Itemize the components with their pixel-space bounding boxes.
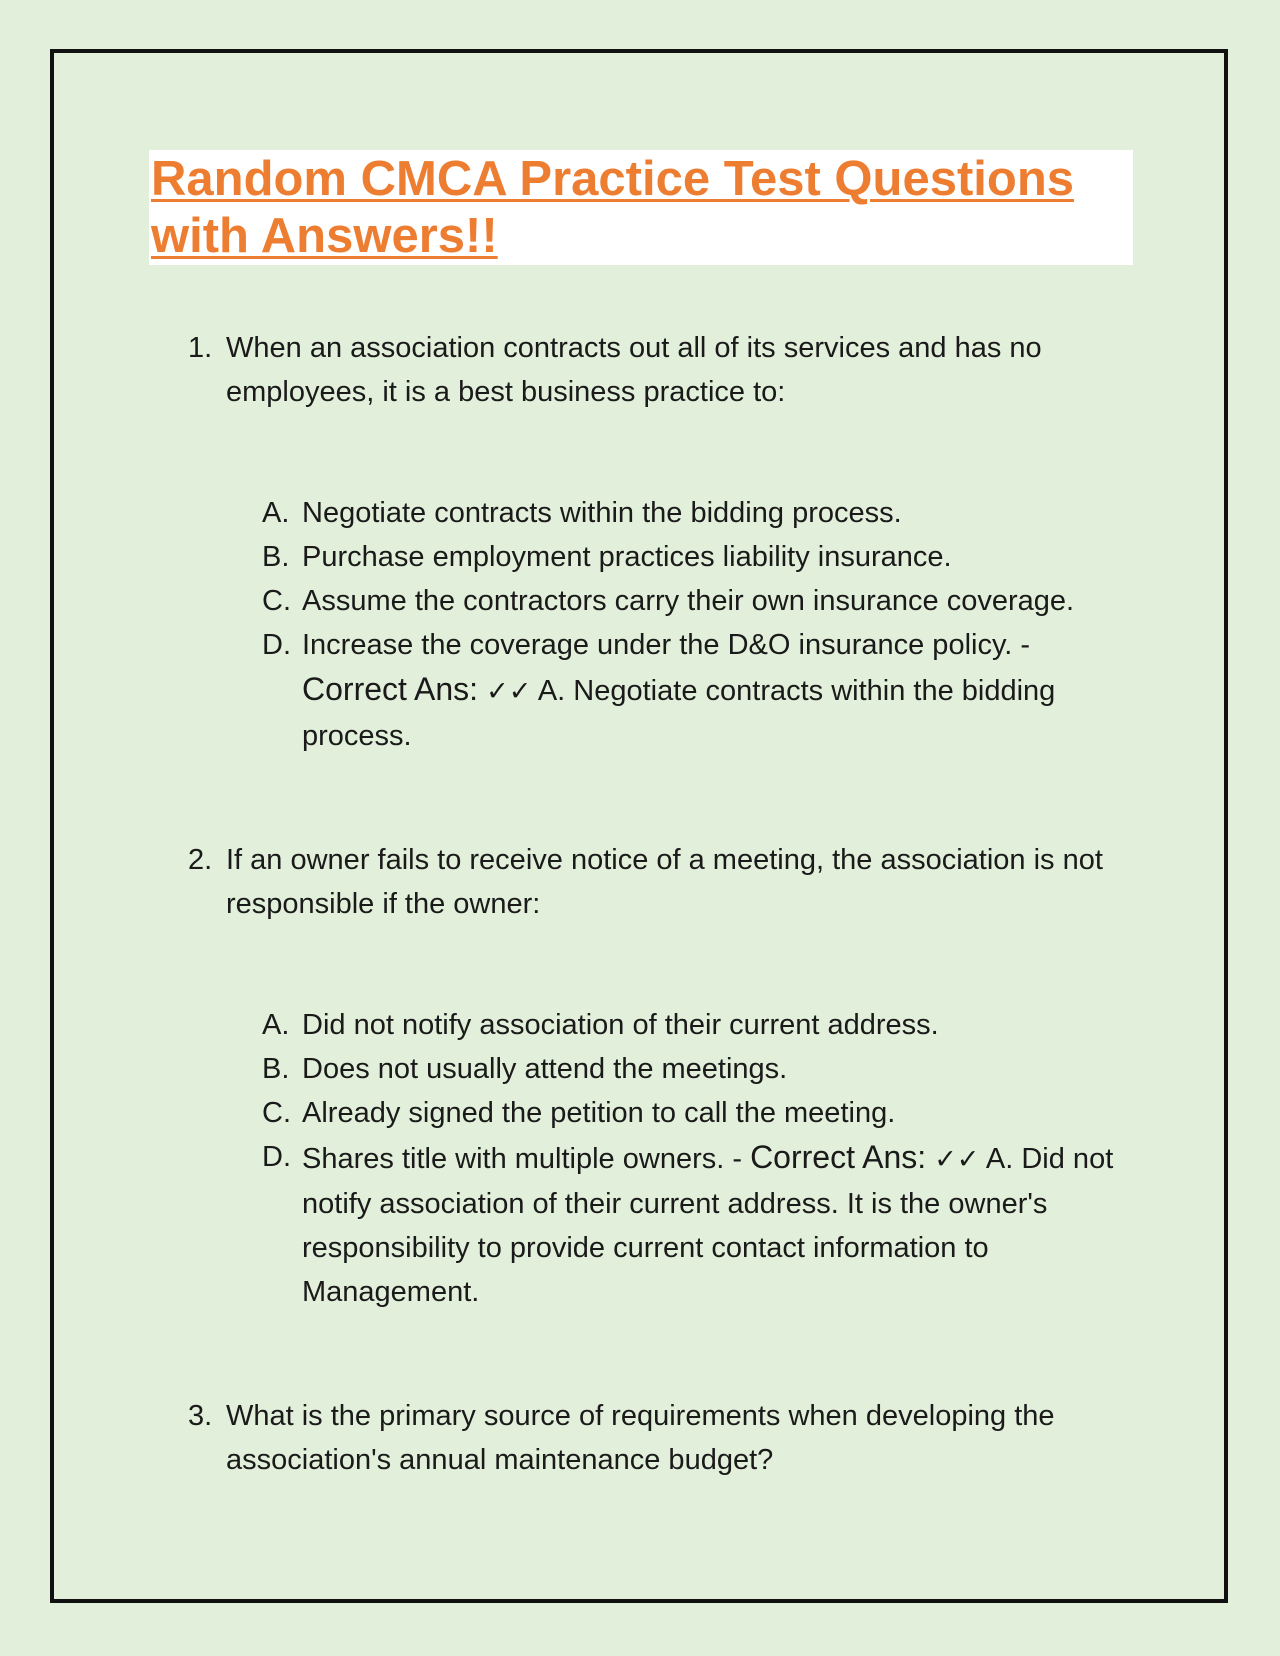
option-a [262, 491, 1142, 535]
question-2-options [262, 1003, 1142, 1314]
option-text: Assume the contractors carry their own insurance coverage. [302, 585, 1075, 617]
option-b [262, 535, 1142, 579]
option-text: Shares title with multiple owners. - [302, 1143, 742, 1175]
question-number: 3. [188, 1400, 213, 1432]
option-c [262, 579, 1142, 623]
option-text: Purchase employment practices liability insurance. [302, 541, 952, 573]
option-letter: C. [262, 1097, 291, 1129]
option-a [262, 1003, 1142, 1047]
correct-answer-label: Correct Ans: [750, 1139, 927, 1175]
page-title: Random CMCA Practice Test Questions with Answers!! [151, 152, 1075, 263]
option-letter: C. [262, 585, 291, 617]
question-text: If an owner fails to receive notice of a meeting, the association is not responsible if the owner: [226, 844, 1103, 920]
option-text: Does not usually attend the meetings. [302, 1053, 788, 1085]
option-b [262, 1047, 1142, 1091]
option-d [262, 623, 1142, 758]
option-d [262, 1135, 1142, 1314]
correct-answer-text: A. Negotiate contracts within the bidding process. [302, 675, 1056, 752]
page-border [50, 49, 1228, 1603]
option-letter: D. [262, 629, 291, 661]
check-icon: ✓✓ [486, 676, 532, 707]
correct-answer-label: Correct Ans: [302, 671, 479, 707]
question-3 [188, 1394, 1128, 1482]
option-text: Already signed the petition to call the meeting. [302, 1097, 896, 1129]
option-text: Increase the coverage under the D&O insurance policy. - [302, 629, 1031, 661]
question-text: What is the primary source of requirements when developing the association's annual maintenance budget? [226, 1400, 1055, 1476]
correct-answer-text: A. Did not notify association of their current address. It is the owner's responsibility to provide current contact information to Management. [302, 1143, 1114, 1308]
question-text: When an association contracts out all of its services and has no employees, it is a best business practice to: [226, 332, 1042, 408]
question-1 [188, 326, 1128, 414]
option-letter: B. [262, 1053, 290, 1085]
option-letter: D. [262, 1141, 291, 1173]
question-2 [188, 838, 1128, 926]
option-letter: B. [262, 541, 290, 573]
check-icon: ✓✓ [934, 1144, 980, 1175]
question-1-options [262, 491, 1142, 758]
option-c [262, 1091, 1142, 1135]
option-letter: A. [262, 497, 290, 529]
option-text: Negotiate contracts within the bidding process. [302, 497, 902, 529]
option-letter: A. [262, 1009, 290, 1041]
option-text: Did not notify association of their current address. [302, 1009, 939, 1041]
question-number: 2. [188, 844, 213, 876]
question-number: 1. [188, 332, 213, 364]
